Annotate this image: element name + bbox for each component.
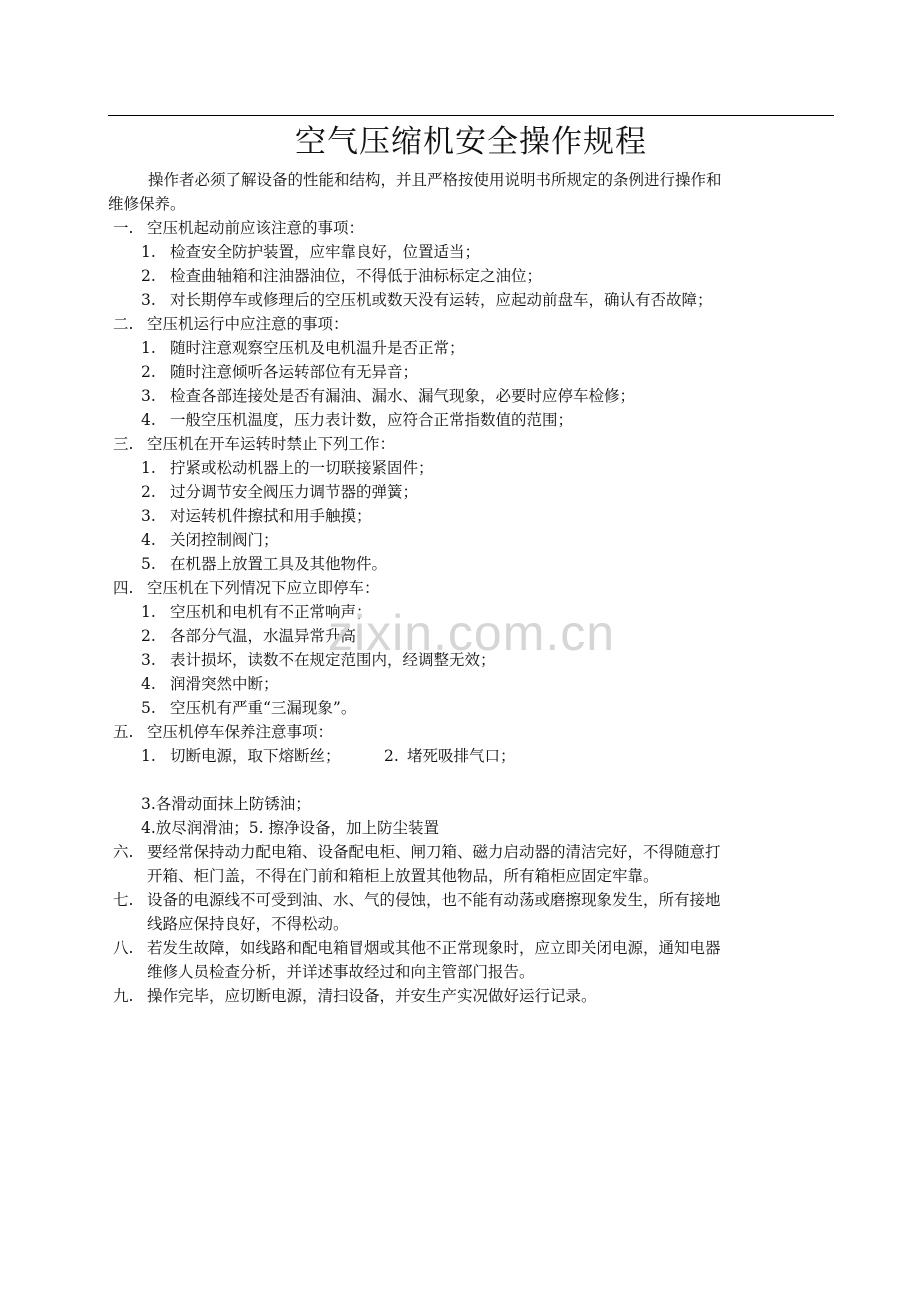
list-item-number: 1. [141, 459, 156, 477]
list-item: 各部分气温，水温异常升高； [170, 627, 372, 645]
section-5-heading: 空压机停车保养注意事项： [147, 723, 334, 741]
list-item-number: 3. [141, 507, 156, 525]
list-item: 拧紧或松动机器上的一切联接紧固件； [170, 459, 434, 477]
list-item-number: 2. [141, 363, 156, 381]
section-7-number: 七. [113, 891, 134, 909]
section-4-heading: 空压机在下列情况下应立即停车： [147, 579, 380, 597]
list-item-number: 3. [141, 387, 156, 405]
section-2-number: 二. [113, 315, 134, 333]
list-item: 一般空压机温度，压力表计数，应符合正常指数值的范围； [170, 411, 574, 429]
list-item: 过分调节安全阀压力调节器的弹簧； [170, 483, 419, 501]
list-item: 3.各滑动面抹上防锈油； [141, 795, 311, 813]
section-6-line-1: 要经常保持动力配电箱、设备配电柜、闸刀箱、磁力启动器的清洁完好，不得随意打 [147, 843, 721, 861]
section-2-heading: 空压机运行中应注意的事项： [147, 315, 349, 333]
list-item-number: 4. [141, 675, 156, 693]
list-item: 随时注意倾听各运转部位有无异音； [170, 363, 419, 381]
list-item-number: 2. [141, 267, 156, 285]
list-item: 随时注意观察空压机及电机温升是否正常； [170, 339, 465, 357]
list-item-number: 1. [141, 747, 156, 765]
watermark: zixin.com.cn [328, 605, 616, 661]
list-item-number: 5. [141, 555, 156, 573]
list-item: 空压机有严重“三漏现象”。 [170, 699, 357, 717]
list-item-number: 3. [141, 651, 156, 669]
section-6-number: 六. [113, 843, 134, 861]
list-item: 对运转机件擦拭和用手触摸； [170, 507, 372, 525]
list-item-number: 2. [141, 483, 156, 501]
list-item-number: 3. [141, 291, 156, 309]
section-7-line-2: 线路应保持良好，不得松动。 [147, 915, 349, 933]
list-item: 切断电源，取下熔断丝； [170, 747, 341, 765]
section-1-number: 一. [113, 219, 134, 237]
section-4-number: 四. [113, 579, 134, 597]
list-item-number: 2. [384, 747, 399, 765]
list-item: 检查安全防护装置，应牢靠良好，位置适当； [170, 243, 481, 261]
list-item: 关闭控制阀门； [170, 531, 279, 549]
list-item: 在机器上放置工具及其他物件。 [170, 555, 388, 573]
list-item-number: 5. [141, 699, 156, 717]
section-3-heading: 空压机在开车运转时禁止下列工作： [147, 435, 396, 453]
section-8-line-2: 维修人员检查分析，并详述事故经过和向主管部门报告。 [147, 963, 535, 981]
section-8-line-1: 若发生故障，如线路和配电箱冒烟或其他不正常现象时，应立即关闭电源，通知电器 [147, 939, 721, 957]
page-title: 空气压缩机安全操作规程 [295, 124, 647, 160]
list-item: 空压机和电机有不正常响声； [170, 603, 372, 621]
header-rule [108, 115, 834, 116]
list-item-number: 1. [141, 339, 156, 357]
section-3-number: 三. [113, 435, 134, 453]
list-item: 对长期停车或修理后的空压机或数天没有运转，应起动前盘车，确认有否故障； [170, 291, 713, 309]
list-item-number: 1. [141, 243, 156, 261]
intro-line-1: 操作者必须了解设备的性能和结构，并且严格按使用说明书所规定的条例进行操作和 [148, 171, 722, 189]
list-item: 润滑突然中断； [170, 675, 279, 693]
list-item-number: 4. [141, 531, 156, 549]
section-5-number: 五. [113, 723, 134, 741]
section-9-line-1: 操作完毕，应切断电源，清扫设备，并安生产实况做好运行记录。 [147, 987, 597, 1005]
list-item-number: 4. [141, 411, 156, 429]
intro-line-2: 维修保养。 [108, 195, 186, 213]
section-8-number: 八. [113, 939, 134, 957]
section-6-line-2: 开箱、柜门盖，不得在门前和箱柜上放置其他物品，所有箱柜应固定牢靠。 [147, 867, 659, 885]
list-item-number: 2. [141, 627, 156, 645]
section-1-heading: 空压机起动前应该注意的事项： [147, 219, 365, 237]
section-9-number: 九. [113, 987, 134, 1005]
list-item: 4.放尽润滑油；5. 擦净设备，加上防尘装置 [141, 819, 440, 837]
list-item: 堵死吸排气口； [407, 747, 516, 765]
list-item: 检查曲轴箱和注油器油位，不得低于油标标定之油位； [170, 267, 543, 285]
list-item: 表计损坏，读数不在规定范围内，经调整无效； [170, 651, 496, 669]
list-item: 检查各部连接处是否有漏油、漏水、漏气现象，必要时应停车检修； [170, 387, 636, 405]
section-7-line-1: 设备的电源线不可受到油、水、气的侵蚀，也不能有动荡或磨擦现象发生，所有接地 [147, 891, 721, 909]
list-item-number: 1. [141, 603, 156, 621]
